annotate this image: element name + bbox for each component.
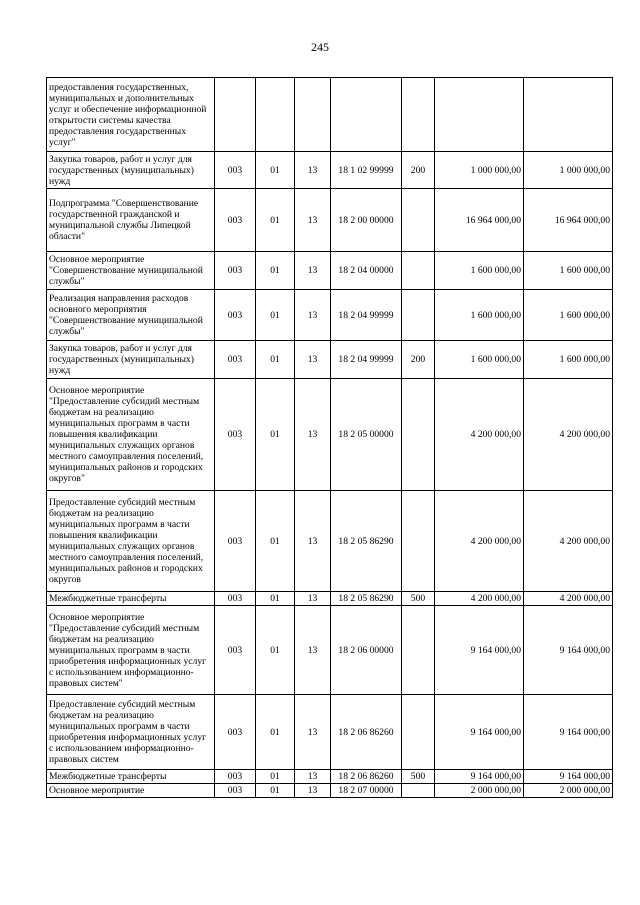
amount-year-2: 1 600 000,00 [524,252,613,290]
table-row [47,290,613,341]
row-name: Межбюджетные трансферты [47,770,215,784]
section-code: 01 [256,152,295,189]
subsection-code: 13 [295,491,331,592]
amount-year-1: 1 600 000,00 [435,341,524,379]
subsection-code [295,78,331,152]
amount-year-2: 1 000 000,00 [524,152,613,189]
amount-year-2: 1 600 000,00 [524,341,613,379]
subsection-code: 13 [295,606,331,695]
subsection-code: 13 [295,695,331,770]
ministry-code: 003 [215,379,256,491]
budget-table [46,77,613,798]
row-name: Подпрограмма "Совершенствование государственной гражданской и муниципальной службы Липецкой области" [47,189,215,252]
target-article-code: 18 1 02 99999 [331,152,402,189]
section-code: 01 [256,695,295,770]
ministry-code: 003 [215,189,256,252]
section-code: 01 [256,606,295,695]
ministry-code: 003 [215,695,256,770]
amount-year-1 [435,78,524,152]
table-row [47,341,613,379]
table-row [47,252,613,290]
amount-year-2: 2 000 000,00 [524,784,613,798]
row-name: Основное мероприятие "Совершенствование муниципальной службы" [47,252,215,290]
table-row [47,189,613,252]
amount-year-1: 9 164 000,00 [435,770,524,784]
row-name: Межбюджетные трансферты [47,592,215,606]
table-row [47,606,613,695]
target-article-code: 18 2 04 00000 [331,252,402,290]
amount-year-1: 9 164 000,00 [435,606,524,695]
table-row [47,695,613,770]
amount-year-1: 4 200 000,00 [435,592,524,606]
expense-type-code [402,290,435,341]
amount-year-1: 1 600 000,00 [435,252,524,290]
section-code: 01 [256,341,295,379]
amount-year-2: 9 164 000,00 [524,606,613,695]
section-code: 01 [256,252,295,290]
table-body [47,78,613,798]
subsection-code: 13 [295,379,331,491]
amount-year-2: 9 164 000,00 [524,770,613,784]
target-article-code: 18 2 06 86260 [331,695,402,770]
table-row [47,491,613,592]
row-name: Основное мероприятие "Предоставление субсидий местным бюджетам на реализацию муниципальных программ в части повышения квалификации муниципальных служащих органов местного самоуправления поселений, муниципальных районов и городских округов" [47,379,215,491]
target-article-code: 18 2 06 86260 [331,770,402,784]
subsection-code: 13 [295,341,331,379]
table-row [47,770,613,784]
row-name: Закупка товаров, работ и услуг для государственных (муниципальных) нужд [47,341,215,379]
ministry-code: 003 [215,606,256,695]
target-article-code: 18 2 06 00000 [331,606,402,695]
section-code [256,78,295,152]
section-code: 01 [256,592,295,606]
expense-type-code [402,78,435,152]
section-code: 01 [256,770,295,784]
ministry-code: 003 [215,784,256,798]
target-article-code: 18 2 04 99999 [331,341,402,379]
subsection-code: 13 [295,252,331,290]
table-row [47,784,613,798]
amount-year-1: 1 600 000,00 [435,290,524,341]
amount-year-1: 16 964 000,00 [435,189,524,252]
row-name: Закупка товаров, работ и услуг для государственных (муниципальных) нужд [47,152,215,189]
table-row [47,379,613,491]
expense-type-code: 500 [402,770,435,784]
target-article-code: 18 2 04 99999 [331,290,402,341]
subsection-code: 13 [295,189,331,252]
subsection-code: 13 [295,770,331,784]
amount-year-1: 1 000 000,00 [435,152,524,189]
row-name: Реализация направления расходов основного мероприятия "Совершенствование муниципальной службы" [47,290,215,341]
expense-type-code [402,606,435,695]
table-row [47,152,613,189]
section-code: 01 [256,784,295,798]
target-article-code: 18 2 05 00000 [331,379,402,491]
ministry-code: 003 [215,152,256,189]
amount-year-1: 2 000 000,00 [435,784,524,798]
expense-type-code [402,695,435,770]
row-name: Основное мероприятие [47,784,215,798]
section-code: 01 [256,290,295,341]
amount-year-2: 4 200 000,00 [524,592,613,606]
section-code: 01 [256,491,295,592]
expense-type-code: 500 [402,592,435,606]
ministry-code [215,78,256,152]
ministry-code: 003 [215,341,256,379]
amount-year-2 [524,78,613,152]
target-article-code: 18 2 05 86290 [331,592,402,606]
amount-year-2: 9 164 000,00 [524,695,613,770]
subsection-code: 13 [295,784,331,798]
ministry-code: 003 [215,290,256,341]
expense-type-code: 200 [402,341,435,379]
ministry-code: 003 [215,491,256,592]
amount-year-1: 9 164 000,00 [435,695,524,770]
ministry-code: 003 [215,252,256,290]
amount-year-1: 4 200 000,00 [435,379,524,491]
target-article-code: 18 2 07 00000 [331,784,402,798]
expense-type-code [402,491,435,592]
section-code: 01 [256,189,295,252]
expense-type-code [402,784,435,798]
target-article-code: 18 2 05 86290 [331,491,402,592]
subsection-code: 13 [295,592,331,606]
expense-type-code [402,189,435,252]
subsection-code: 13 [295,152,331,189]
expense-type-code: 200 [402,152,435,189]
row-name: предоставления государственных, муниципальных и дополнительных услуг и обеспечение информационной открытости системы качества предоставления государственных услуг" [47,78,215,152]
table-row [47,78,613,152]
amount-year-2: 4 200 000,00 [524,379,613,491]
ministry-code: 003 [215,770,256,784]
target-article-code [331,78,402,152]
row-name: Предоставление субсидий местным бюджетам на реализацию муниципальных программ в части повышения квалификации муниципальных служащих органов местного самоуправления поселений, муниципальных районов и городских округов [47,491,215,592]
amount-year-2: 4 200 000,00 [524,491,613,592]
section-code: 01 [256,379,295,491]
expense-type-code [402,252,435,290]
ministry-code: 003 [215,592,256,606]
page-number: 245 [311,40,329,54]
expense-type-code [402,379,435,491]
amount-year-2: 16 964 000,00 [524,189,613,252]
row-name: Основное мероприятие "Предоставление субсидий местным бюджетам на реализацию муниципальных программ в части приобретения информационных услуг с использованием информационно-правовых систем" [47,606,215,695]
amount-year-1: 4 200 000,00 [435,491,524,592]
subsection-code: 13 [295,290,331,341]
amount-year-2: 1 600 000,00 [524,290,613,341]
target-article-code: 18 2 00 00000 [331,189,402,252]
table-row [47,592,613,606]
row-name: Предоставление субсидий местным бюджетам на реализацию муниципальных программ в части приобретения информационных услуг с использованием информационно-правовых систем [47,695,215,770]
